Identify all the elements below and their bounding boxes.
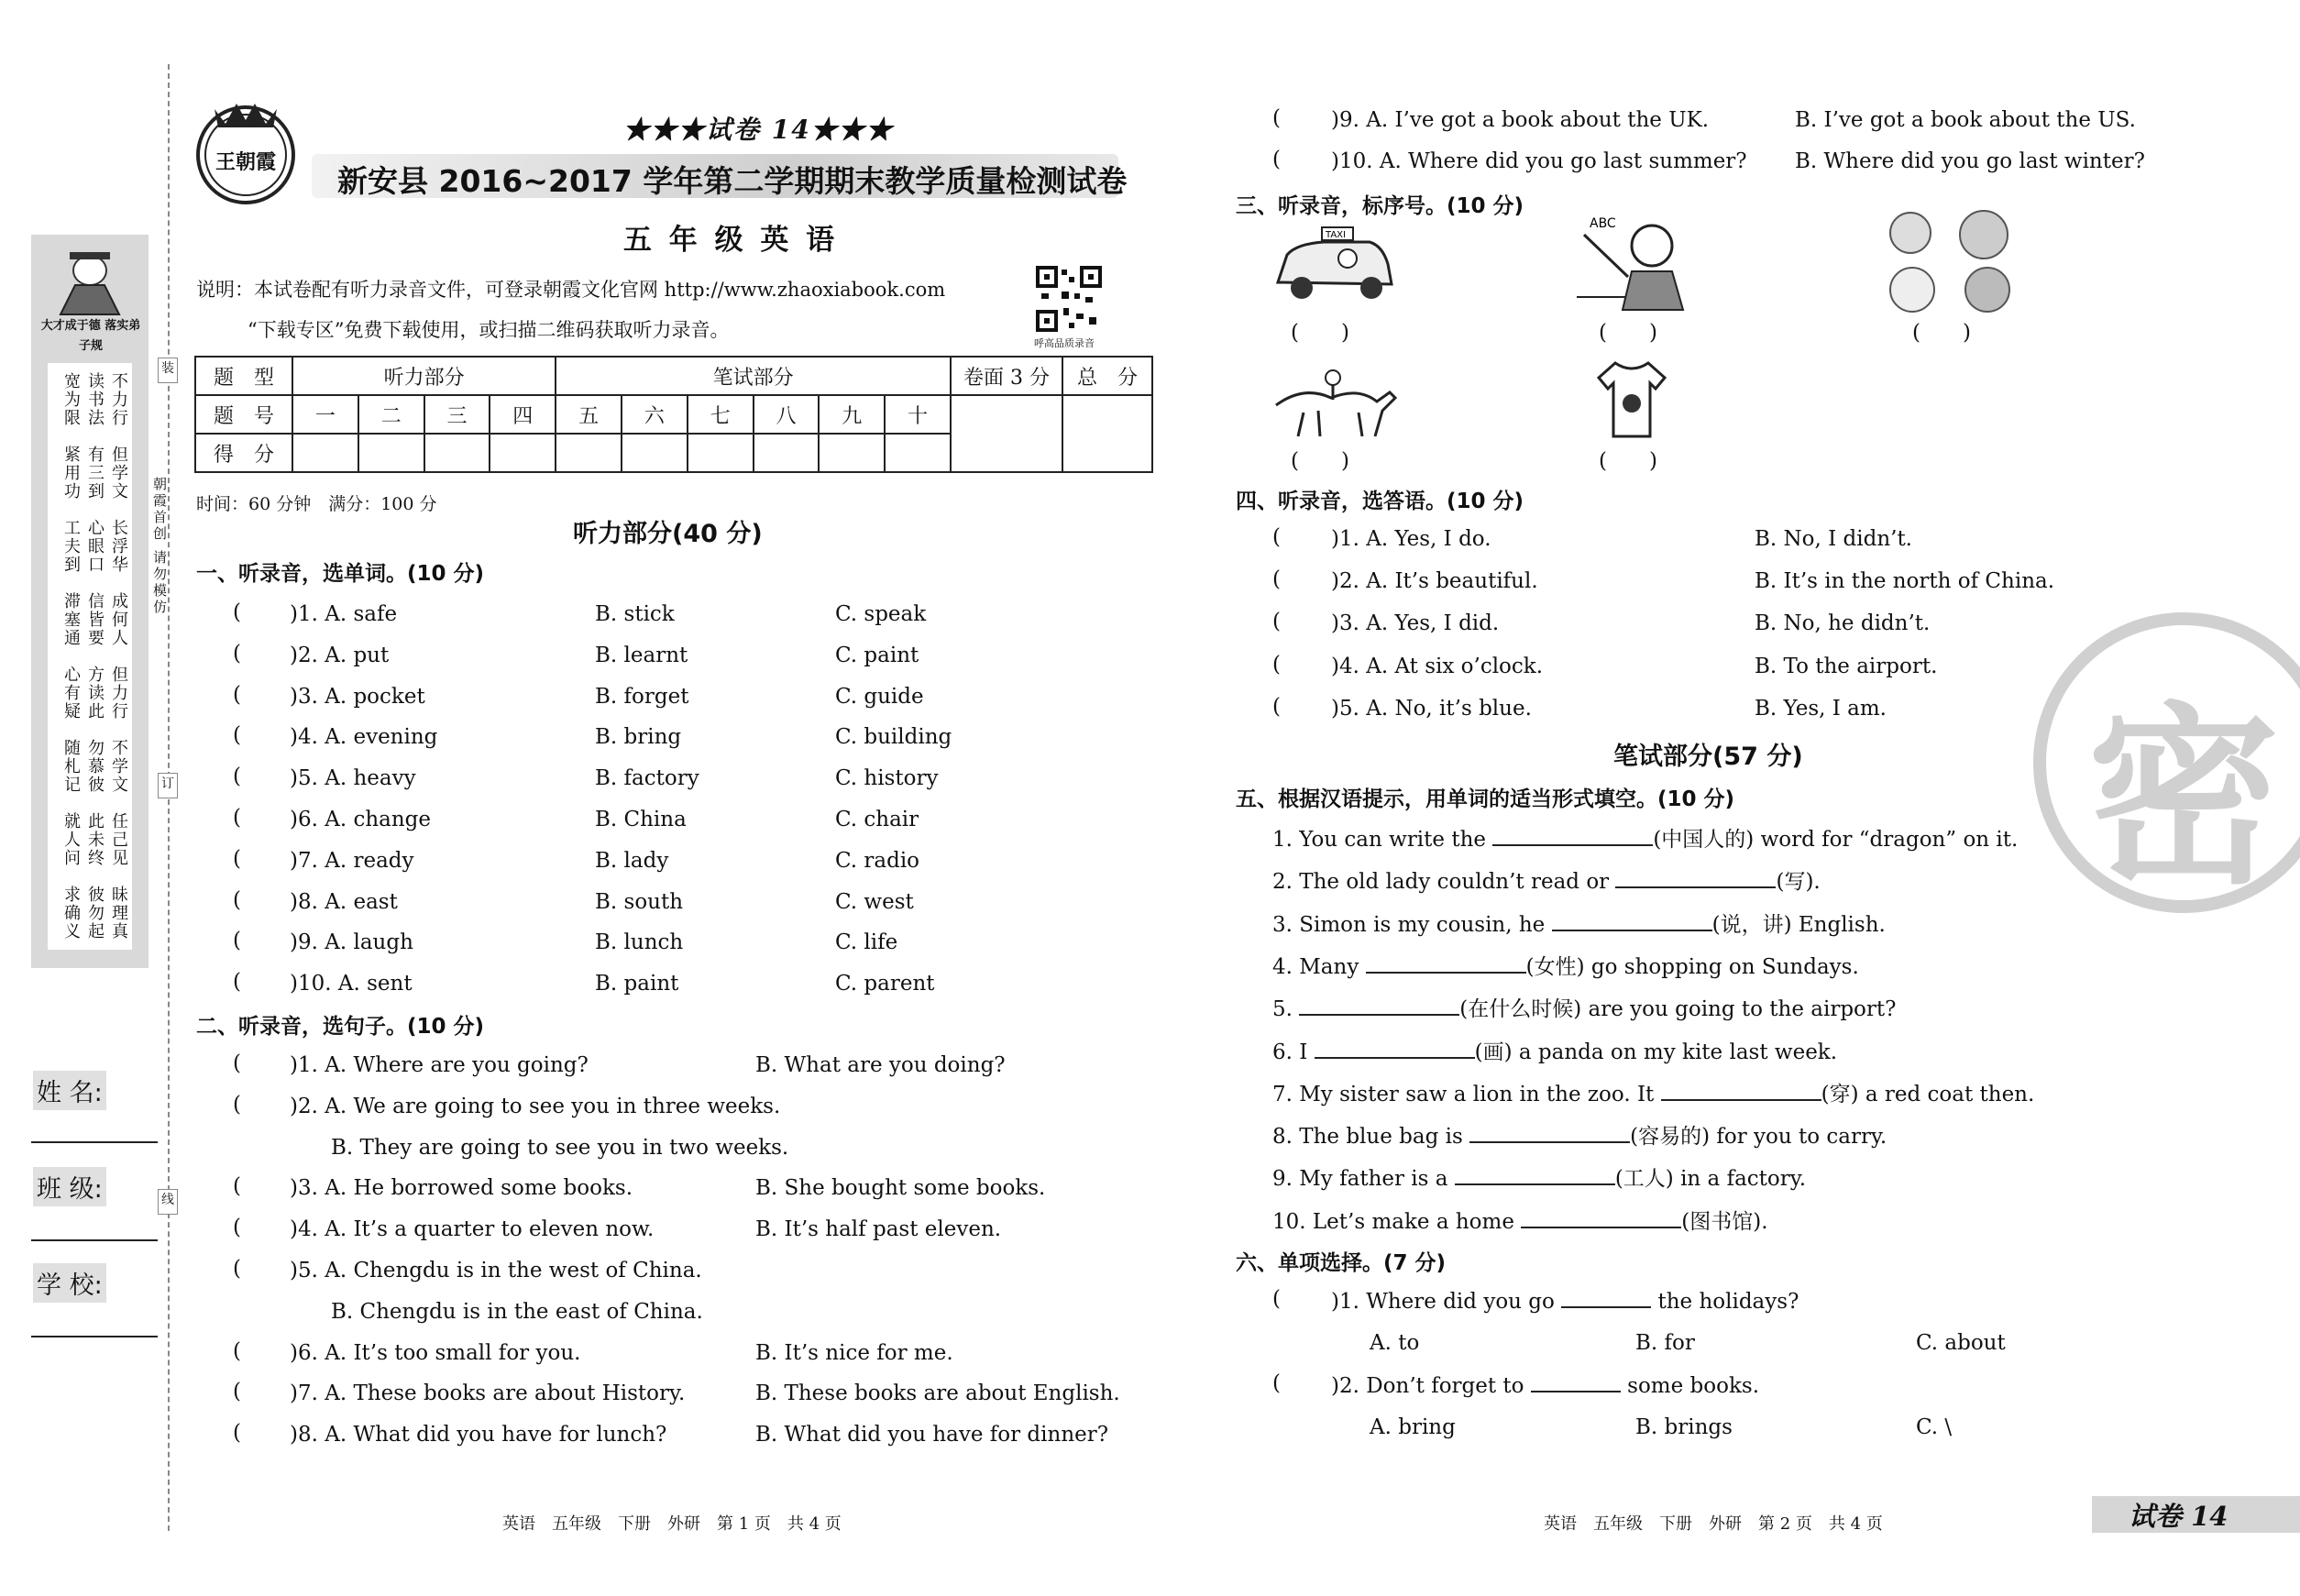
poem-column: 就人问 <box>61 812 81 867</box>
option-a[interactable]: )4. A. evening <box>290 725 438 750</box>
poem-column: 滞塞通 <box>61 592 81 647</box>
poem-column: 心眼口 <box>85 519 105 574</box>
fill-blank-line[interactable] <box>1366 952 1526 974</box>
section5-title: 五、根据汉语提示，用单词的适当形式填空。(10 分) <box>1236 787 1735 811</box>
poem-column: 长浮华 <box>109 519 128 574</box>
option-c[interactable]: C. parent <box>835 972 935 996</box>
answer-paren[interactable]: ( <box>233 1216 241 1240</box>
question-number: 三 <box>424 395 490 434</box>
poem-column: 读书法 <box>85 372 105 427</box>
score-cell[interactable] <box>490 434 556 472</box>
answer-option-b[interactable]: B. It’s in the north of China. <box>1755 569 2055 594</box>
picture-taxi-driver <box>1269 218 1397 310</box>
answer-option-a[interactable]: )1. A. Yes, I do. <box>1331 527 1491 551</box>
option-a-sentence[interactable]: )3. A. He borrowed some books. <box>290 1176 633 1201</box>
paper-tag: ★★★试卷 14★★★ <box>623 115 894 145</box>
answer-paren[interactable]: ( <box>1272 106 1281 130</box>
total-score-cell[interactable] <box>1062 395 1152 472</box>
question-number: 一 <box>292 395 358 434</box>
q2-option-c[interactable]: C. \ <box>1916 1415 1953 1439</box>
picture-4-answer[interactable]: ( ) <box>1291 449 1349 473</box>
picture-seasons <box>1876 205 2028 317</box>
question-number: 二 <box>358 395 424 434</box>
option-a[interactable]: )8. A. east <box>290 889 398 914</box>
option-b[interactable]: B. forget <box>595 684 689 709</box>
fill-blank-item <box>1272 1206 1768 1236</box>
answer-option-a[interactable]: )2. A. It’s beautiful. <box>1331 569 1538 594</box>
score-cell[interactable] <box>358 434 424 472</box>
option-a[interactable]: )1. A. safe <box>290 602 398 626</box>
section1-title: 一、听录音，选单词。(10 分) <box>196 562 485 586</box>
picture-1-answer[interactable]: ( ) <box>1291 321 1349 345</box>
option-a[interactable]: )5. A. heavy <box>290 766 416 791</box>
fill-blank-item <box>1272 866 1821 896</box>
answer-paren[interactable]: ( <box>233 806 241 830</box>
poem-column: 宽为限 <box>61 372 81 427</box>
fill-blank-item <box>1272 1121 1887 1150</box>
brand-logo-text: 王朝霞 <box>215 150 276 174</box>
answer-paren[interactable]: ( <box>233 846 241 871</box>
class-field-line[interactable] <box>31 1239 158 1241</box>
picture-camel-rider <box>1267 365 1401 440</box>
answer-paren[interactable]: ( <box>233 1257 241 1281</box>
bind-char-2: 订 <box>158 773 178 798</box>
fill-blank-hint: (在什么时候) are you going to the airport? <box>1459 997 1897 1022</box>
score-table-header: 卷面 3 分 <box>951 357 1062 395</box>
option-c[interactable]: C. life <box>835 930 898 955</box>
option-b-sentence[interactable]: B. What did you have for dinner? <box>755 1423 1109 1447</box>
option-b-sentence[interactable]: B. They are going to see you in two weeks. <box>331 1135 789 1160</box>
answer-paren[interactable]: ( <box>233 1421 241 1446</box>
neatness-score-cell[interactable] <box>951 395 1062 472</box>
section6-title: 六、单项选择。(7 分) <box>1236 1251 1447 1275</box>
poem-column: 但学文 <box>109 446 128 501</box>
section2-title: 二、听录音，选句子。(10 分) <box>196 1015 485 1039</box>
answer-paren[interactable]: ( <box>233 723 241 748</box>
name-label: 姓 名: <box>33 1071 106 1110</box>
poem-column: 但力行 <box>109 666 128 721</box>
score-cell[interactable] <box>622 434 688 472</box>
option-a[interactable]: )10. A. sent <box>290 972 413 996</box>
name-field-line[interactable] <box>31 1141 158 1143</box>
question-number: 六 <box>622 395 688 434</box>
answer-paren[interactable]: ( <box>1272 610 1281 634</box>
fill-blank-prefix: 9. My father is a <box>1272 1167 1448 1192</box>
section3-title: 三、听录音，标序号。(10 分) <box>1236 194 1524 218</box>
option-c[interactable]: C. radio <box>835 848 920 873</box>
answer-paren[interactable]: ( <box>1272 148 1281 171</box>
option-b-sentence[interactable]: B. She bought some books. <box>755 1176 1046 1201</box>
fill-blank-hint: (女性) go shopping on Sundays. <box>1525 954 1859 979</box>
answer-paren[interactable]: ( <box>233 970 241 995</box>
poem-column: 勿慕彼 <box>85 739 105 794</box>
answer-paren[interactable]: ( <box>233 929 241 953</box>
poem-column: 方读此 <box>85 666 105 721</box>
option-c[interactable]: C. paint <box>835 643 919 667</box>
score-table-header: 笔试部分 <box>556 357 951 395</box>
option-b-sentence[interactable]: B. These books are about English. <box>755 1381 1120 1406</box>
score-table-header: 总 分 <box>1062 357 1152 395</box>
q1-text-post: the holidays? <box>1657 1290 1799 1314</box>
option-a-sentence[interactable]: )2. A. We are going to see you in three weeks. <box>290 1094 781 1118</box>
fill-blank-line[interactable] <box>1661 1079 1821 1101</box>
answer-option-a[interactable]: )3. A. Yes, I did. <box>1331 611 1500 636</box>
fill-blank-hint: (容易的) for you to carry. <box>1630 1125 1887 1150</box>
fill-blank-prefix: 7. My sister saw a lion in the zoo. It <box>1272 1082 1655 1106</box>
option-b[interactable]: B. China <box>595 808 687 831</box>
answer-paren[interactable]: ( <box>1272 694 1281 719</box>
fill-blank-prefix: 10. Let’s make a home <box>1272 1209 1514 1234</box>
watermark-char: 密 <box>2086 686 2280 910</box>
fill-blank-hint: (穿) a red coat then. <box>1821 1082 2035 1106</box>
poem-column: 信皆要 <box>85 592 105 647</box>
fill-blank-line[interactable] <box>1492 824 1653 846</box>
poem-column: 不力行 <box>109 372 128 427</box>
score-cell[interactable] <box>292 434 358 472</box>
question-number: 八 <box>754 395 820 434</box>
class-label: 班 级: <box>33 1167 106 1206</box>
answer-option-b[interactable]: B. No, I didn’t. <box>1755 527 1912 551</box>
option-a-sentence[interactable]: )8. A. What did you have for lunch? <box>290 1423 667 1447</box>
fill-blank-item <box>1272 952 1859 981</box>
picture-3-answer[interactable]: ( ) <box>1912 321 1971 345</box>
q1-text-pre: )1. Where did you go <box>1331 1290 1555 1314</box>
answer-option-b[interactable]: B. To the airport. <box>1755 654 1938 678</box>
fill-blank-hint: (画) a panda on my kite last week. <box>1474 1040 1838 1064</box>
option-c[interactable]: C. chair <box>835 808 919 831</box>
question-number: 九 <box>819 395 885 434</box>
binding-note: 朝霞首创 请勿模仿 <box>151 477 168 616</box>
answer-paren[interactable]: ( <box>233 1092 241 1117</box>
board-abc-text: ABC <box>1590 216 1616 231</box>
score-cell[interactable] <box>688 434 754 472</box>
sidebar-motto: 大才成于德 落实弟子规 <box>40 319 141 353</box>
taxi-sign-text: TAXI <box>1326 230 1346 240</box>
q2-text-pre: )2. Don’t forget to <box>1331 1374 1524 1398</box>
poem-column: 此未终 <box>85 812 105 867</box>
writing-title: 笔试部分(57 分) <box>1613 743 1803 771</box>
option-a-sentence[interactable]: )9. A. I’ve got a book about the UK. <box>1331 108 1710 132</box>
fill-blank-prefix: 8. The blue bag is <box>1272 1125 1463 1150</box>
option-b-sentence[interactable]: B. Chengdu is in the east of China. <box>331 1299 703 1324</box>
q2-text-post: some books. <box>1627 1374 1760 1398</box>
section6-q2 <box>1331 1370 1759 1400</box>
school-field-line[interactable] <box>31 1336 158 1337</box>
option-a[interactable]: )6. A. change <box>290 808 432 831</box>
option-a-sentence[interactable]: )4. A. It’s a quarter to eleven now. <box>290 1217 655 1242</box>
answer-paren[interactable]: ( <box>233 765 241 789</box>
answer-paren[interactable]: ( <box>233 887 241 912</box>
score-table-header: 题 型 <box>195 357 292 395</box>
time-note: 时间：60 分钟 满分：100 分 <box>196 494 437 514</box>
score-cell[interactable] <box>819 434 885 472</box>
answer-paren[interactable]: ( <box>1272 652 1281 677</box>
qr-code[interactable] <box>1036 266 1102 332</box>
question-number: 十 <box>885 395 951 434</box>
fill-blank-line[interactable] <box>1455 1163 1615 1185</box>
answer-paren[interactable]: ( <box>233 682 241 707</box>
score-cell[interactable] <box>424 434 490 472</box>
question-number: 四 <box>490 395 556 434</box>
question-number: 五 <box>556 395 622 434</box>
option-b[interactable]: B. learnt <box>595 643 688 667</box>
poem-column: 成何人 <box>109 592 128 647</box>
fill-blank-prefix: 5. <box>1272 997 1293 1022</box>
option-a[interactable]: )7. A. ready <box>290 848 414 873</box>
q2-option-b[interactable]: B. brings <box>1635 1415 1733 1439</box>
option-c[interactable]: C. building <box>835 725 952 750</box>
fill-blank-item <box>1272 824 2018 853</box>
picture-t-shirt <box>1593 358 1670 440</box>
option-a-sentence[interactable]: )5. A. Chengdu is in the west of China. <box>290 1259 702 1282</box>
poem-column: 紧用功 <box>61 446 81 501</box>
bind-char-1: 装 <box>158 358 178 383</box>
fill-blank-prefix: 1. You can write the <box>1272 828 1486 852</box>
q1-option-c[interactable]: C. about <box>1916 1331 2006 1355</box>
school-label: 学 校: <box>33 1263 106 1303</box>
corner-tag: 试卷 14 <box>2129 1501 2228 1532</box>
option-b[interactable]: B. south <box>595 889 684 914</box>
fill-blank-item <box>1272 1037 1837 1066</box>
option-b[interactable]: B. paint <box>595 972 679 996</box>
fill-blank-item <box>1272 994 1896 1023</box>
answer-paren[interactable]: ( <box>233 1380 241 1404</box>
fill-blank-item <box>1272 1079 2034 1108</box>
fill-blank-hint: (工人) in a factory. <box>1614 1167 1807 1192</box>
answer-option-a[interactable]: )4. A. At six o’clock. <box>1331 654 1544 678</box>
score-table-label: 题 号 <box>195 395 292 434</box>
score-table-header: 听力部分 <box>292 357 556 395</box>
secret-watermark <box>2033 612 2300 913</box>
answer-option-a[interactable]: )5. A. No, it’s blue. <box>1331 696 1532 721</box>
option-a-sentence[interactable]: )10. A. Where did you go last summer? <box>1331 149 1747 173</box>
answer-paren[interactable]: ( <box>233 600 241 624</box>
notice-line-2: “下载专区”免费下载使用，或扫描二维码获取听力录音。 <box>248 319 730 341</box>
score-table-label: 得 分 <box>195 434 292 472</box>
option-b-sentence[interactable]: B. Where did you go last winter? <box>1795 149 2145 173</box>
section4-title: 四、听录音，选答语。(10 分) <box>1236 490 1524 513</box>
picture-teacher-board <box>1577 209 1696 312</box>
option-b[interactable]: B. stick <box>595 602 675 626</box>
fill-blank-hint: (说，讲) English. <box>1711 912 1886 937</box>
fill-blank-prefix: 2. The old lady couldn’t read or <box>1272 870 1610 895</box>
footer-left: 英语 五年级 下册 外研 第 1 页 共 4 页 <box>502 1514 842 1534</box>
q2-blank[interactable] <box>1531 1370 1621 1392</box>
option-b[interactable]: B. lunch <box>595 930 684 955</box>
option-b-sentence[interactable]: B. I’ve got a book about the US. <box>1795 108 2136 132</box>
q1-option-a[interactable]: A. to <box>1370 1331 1420 1355</box>
qr-caption: 呼高品质录音 <box>1034 337 1095 349</box>
fill-blank-item <box>1272 1163 1806 1193</box>
poem-column: 工夫到 <box>61 519 81 574</box>
fill-blank-line[interactable] <box>1615 866 1776 888</box>
answer-paren[interactable]: ( <box>1272 1371 1281 1395</box>
fill-blank-hint: (中国人的) word for “dragon” on it. <box>1653 828 2019 852</box>
listening-title: 听力部分(40 分) <box>573 520 763 548</box>
answer-paren[interactable]: ( <box>233 1174 241 1199</box>
exam-title: 新安县 2016~2017 学年第二学期期末教学质量检测试卷 <box>337 163 1128 199</box>
option-a-sentence[interactable]: )6. A. It’s too small for you. <box>290 1340 581 1365</box>
option-b[interactable]: B. lady <box>595 848 669 873</box>
poem-column: 昧理真 <box>109 886 128 941</box>
poem-column: 任己见 <box>109 812 128 867</box>
option-c[interactable]: C. guide <box>835 684 924 709</box>
fill-blank-hint: (写). <box>1776 870 1821 895</box>
picture-5-answer[interactable]: ( ) <box>1599 449 1657 473</box>
score-table <box>194 356 1153 473</box>
poem-column: 有三到 <box>85 446 105 501</box>
poem-column: 不学文 <box>109 739 128 794</box>
fill-blank-line[interactable] <box>1552 909 1712 931</box>
answer-option-b[interactable]: B. Yes, I am. <box>1755 696 1887 721</box>
option-a[interactable]: )2. A. put <box>290 643 390 667</box>
score-cell[interactable] <box>885 434 951 472</box>
bind-char-3: 线 <box>158 1189 178 1215</box>
notice-line-1: 说明：本试卷配有听力录音文件，可登录朝霞文化官网 http://www.zhaoxiabook.com <box>196 279 946 301</box>
option-b[interactable]: B. bring <box>595 725 682 750</box>
answer-paren[interactable]: ( <box>1272 567 1281 592</box>
answer-paren[interactable]: ( <box>1272 525 1281 549</box>
option-b-sentence[interactable]: B. It’s nice for me. <box>755 1340 953 1365</box>
option-b[interactable]: B. factory <box>595 766 699 791</box>
sidebar-scholar-figure <box>48 243 132 316</box>
poem-column: 彼勿起 <box>85 886 105 941</box>
option-b-sentence[interactable]: B. What are you doing? <box>755 1053 1006 1077</box>
fill-blank-hint: (图书馆). <box>1681 1209 1768 1234</box>
answer-option-b[interactable]: B. No, he didn’t. <box>1755 611 1931 636</box>
option-c[interactable]: C. west <box>835 889 914 914</box>
fill-blank-prefix: 3. Simon is my cousin, he <box>1272 912 1546 937</box>
option-a[interactable]: )3. A. pocket <box>290 684 425 709</box>
poem-column: 心有疑 <box>61 666 81 721</box>
fill-blank-line[interactable] <box>1521 1206 1681 1228</box>
answer-paren[interactable]: ( <box>1272 1287 1281 1311</box>
fill-blank-line[interactable] <box>1469 1121 1630 1143</box>
q1-blank[interactable] <box>1561 1286 1651 1308</box>
fill-blank-line[interactable] <box>1315 1037 1475 1059</box>
option-c[interactable]: C. speak <box>835 602 927 626</box>
score-cell[interactable] <box>556 434 622 472</box>
q1-option-b[interactable]: B. for <box>1635 1331 1695 1355</box>
poem-column: 求确义 <box>61 886 81 941</box>
fill-blank-prefix: 4. Many <box>1272 954 1359 979</box>
poem-column: 随札记 <box>61 739 81 794</box>
score-cell[interactable] <box>754 434 820 472</box>
subject-title: 五 年 级 英 语 <box>623 224 839 257</box>
answer-paren[interactable]: ( <box>233 1051 241 1075</box>
option-b-sentence[interactable]: B. It’s half past eleven. <box>755 1217 1002 1242</box>
sidebar-poem <box>51 369 132 946</box>
option-a-sentence[interactable]: )1. A. Where are you going? <box>290 1053 589 1077</box>
option-a-sentence[interactable]: )7. A. These books are about History. <box>290 1381 686 1406</box>
answer-paren[interactable]: ( <box>233 641 241 666</box>
fill-blank-item <box>1272 909 1886 939</box>
answer-paren[interactable]: ( <box>233 1338 241 1363</box>
fill-blank-line[interactable] <box>1299 994 1459 1016</box>
picture-2-answer[interactable]: ( ) <box>1599 321 1657 345</box>
option-a[interactable]: )9. A. laugh <box>290 930 413 955</box>
fill-blank-prefix: 6. I <box>1272 1040 1308 1064</box>
q2-option-a[interactable]: A. bring <box>1370 1415 1456 1439</box>
footer-right: 英语 五年级 下册 外研 第 2 页 共 4 页 <box>1544 1514 1883 1534</box>
section6-q1 <box>1331 1286 1799 1315</box>
option-c[interactable]: C. history <box>835 766 939 791</box>
question-number: 七 <box>688 395 754 434</box>
